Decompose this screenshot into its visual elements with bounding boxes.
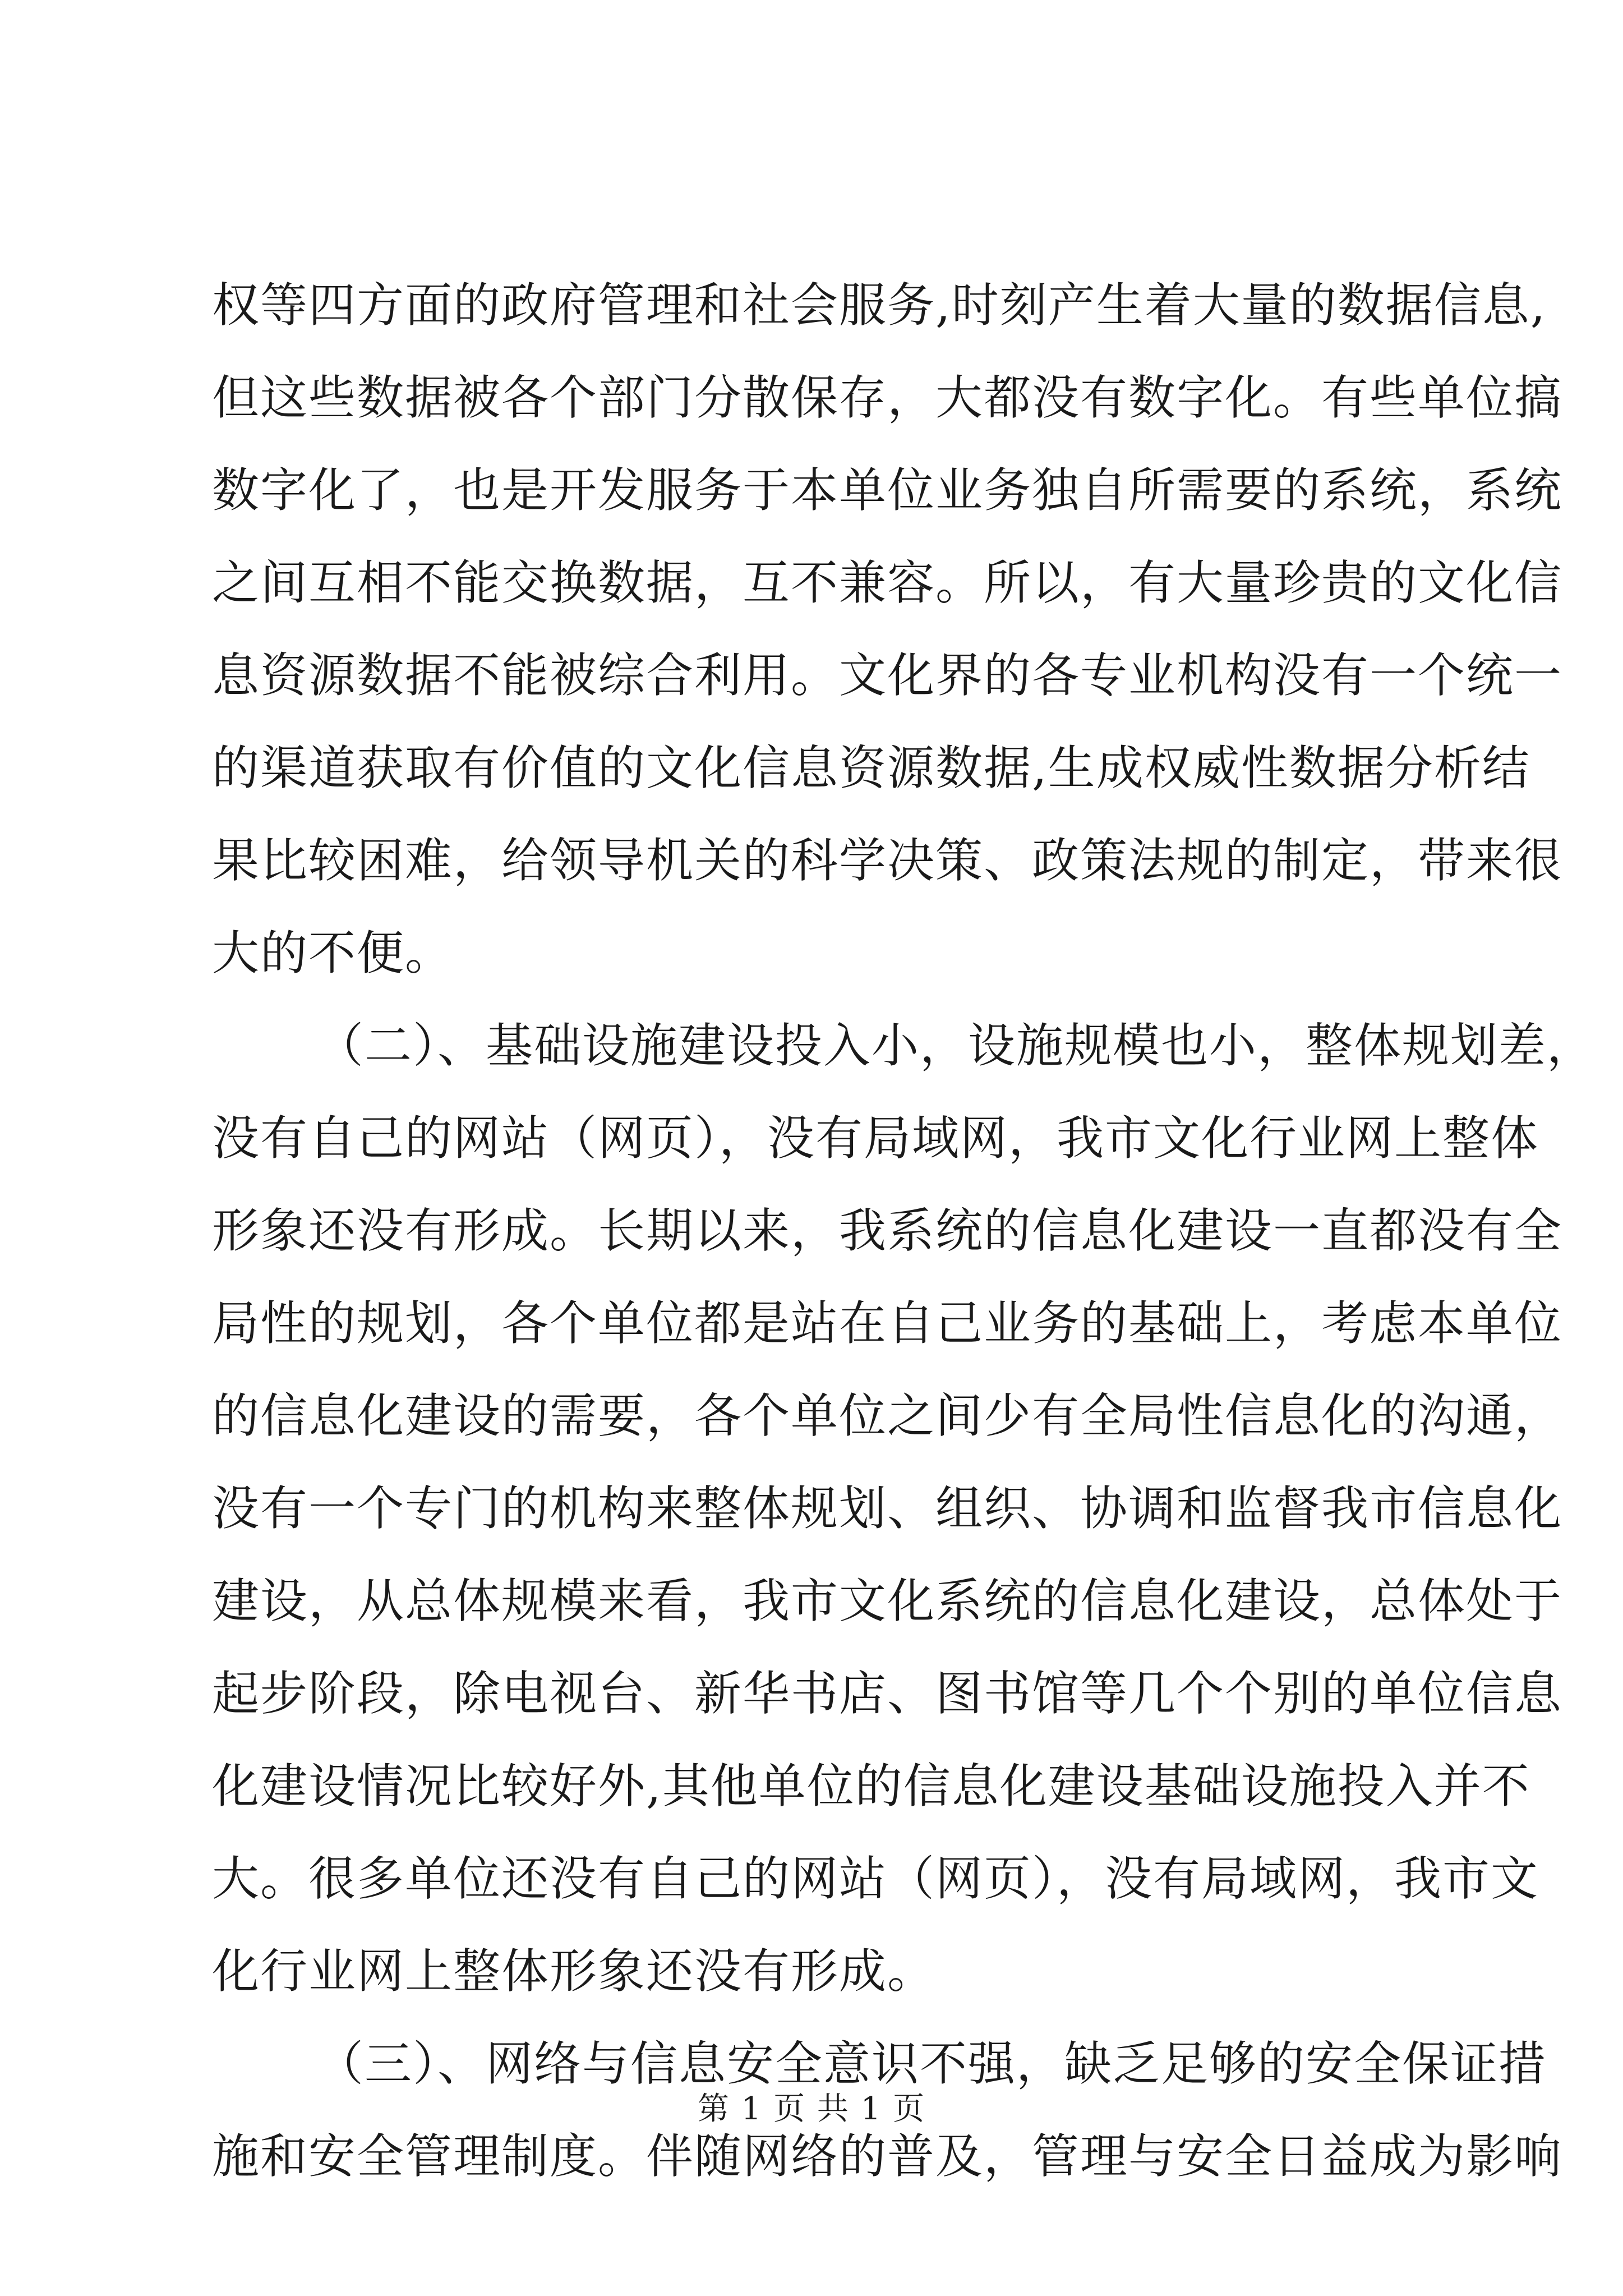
text-line: 之间互相不能交换数据，互不兼容。所以，有大量珍贵的文化信 (212, 555, 1563, 610)
text-line: 的渠道获取有价值的文化信息资源数据,生成权威性数据分析结 (212, 740, 1530, 795)
text-line: 形象还没有形成。长期以来，我系统的信息化建设一直都没有全 (212, 1203, 1563, 1258)
text-line: 息资源数据不能被综合利用。文化界的各专业机构没有一个统一 (212, 648, 1563, 703)
text-line: 数字化了，也是开发服务于本单位业务独自所需要的系统，系统 (212, 463, 1563, 518)
paragraph-heading-line: （二）、基础设施建设投入小，设施规模也小，整体规划差， (316, 1018, 1596, 1073)
text-line: 局性的规划，各个单位都是站在自己业务的基础上，考虑本单位 (212, 1296, 1563, 1351)
text-line: 起步阶段，除电视台、新华书店、图书馆等几个个别的单位信息 (212, 1666, 1563, 1721)
text-line: 没有自己的网站（网页），没有局域网，我市文化行业网上整体 (212, 1111, 1539, 1166)
text-line: 化行业网上整体形象还没有形成。 (212, 1944, 936, 1999)
text-line: 施和安全管理制度。伴随网络的普及，管理与安全日益成为影响 (212, 2129, 1563, 2184)
text-line: 权等四方面的政府管理和社会服务,时刻产生着大量的数据信息, (212, 278, 1547, 333)
text-line: 建设，从总体规模来看，我市文化系统的信息化建设，总体处于 (212, 1573, 1563, 1628)
text-line: 但这些数据被各个部门分散保存，大都没有数字化。有些单位搞 (212, 370, 1563, 425)
text-line: 的信息化建设的需要，各个单位之间少有全局性信息化的沟通， (212, 1388, 1563, 1443)
text-line: 没有一个专门的机构来整体规划、组织、协调和监督我市信息化 (212, 1481, 1563, 1536)
text-line: 果比较困难，给领导机关的科学决策、政策法规的制定，带来很 (212, 833, 1563, 888)
text-line: 大。很多单位还没有自己的网站（网页），没有局域网，我市文 (212, 1851, 1539, 1906)
paragraph-heading-line: （三）、网络与信息安全意识不强，缺乏足够的安全保证措 (316, 2036, 1547, 2091)
page-footer: 第 1 页 共 1 页 (697, 2091, 926, 2127)
text-line: 化建设情况比较好外,其他单位的信息化建设基础设施投入并不 (212, 1759, 1530, 1814)
document-body (212, 259, 1596, 2203)
text-line: 大的不便。 (212, 926, 454, 981)
